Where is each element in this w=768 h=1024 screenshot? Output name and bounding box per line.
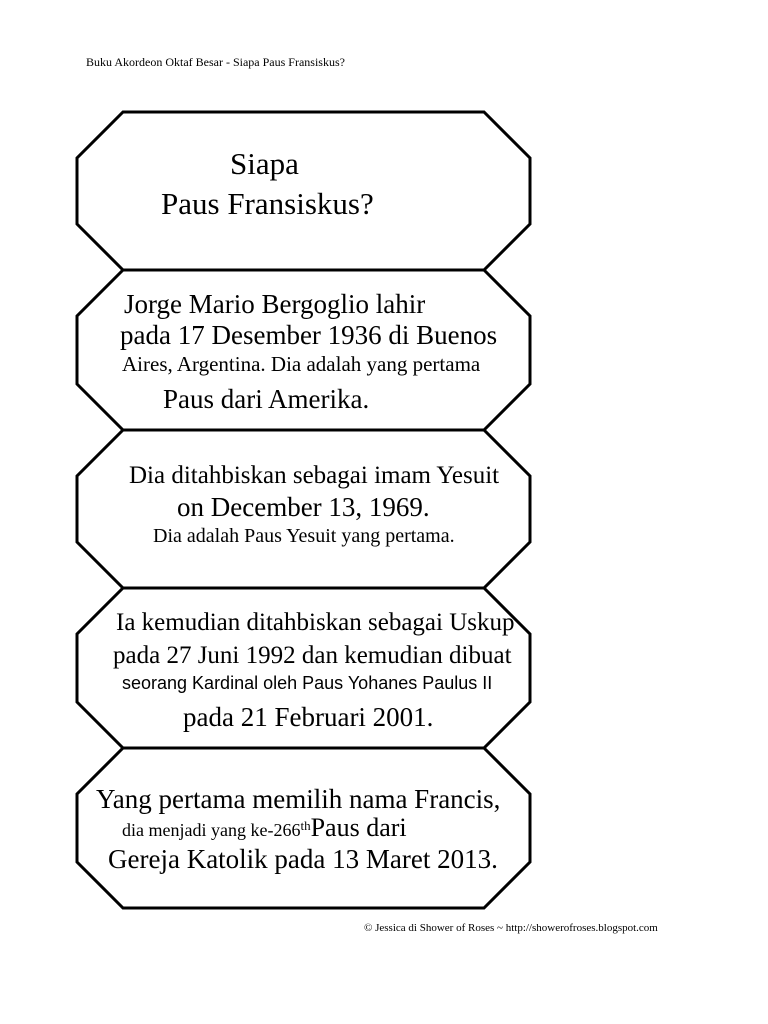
panel-3-line-1: Dia ditahbiskan sebagai imam Yesuit [129,462,500,489]
panel-2-line-4: Paus dari Amerika. [163,384,370,414]
panel-3-line-3: Dia adalah Paus Yesuit yang pertama. [153,525,455,547]
panel-4-line-1: Ia kemudian ditahbiskan sebagai Uskup [116,609,515,636]
panel-5-line-2-small: dia menjadi yang ke-266 [122,820,301,840]
panel-5-line-3: Gereja Katolik pada 13 Maret 2013. [108,844,498,874]
panel-5-line-2-large: Paus dari [310,813,407,842]
panel-4-line-4: pada 21 Februari 2001. [183,702,434,732]
panel-5-line-2 [122,815,407,841]
panel-5-line-1: Yang pertama memilih nama Francis, [96,784,501,814]
panel-1-title-line-2: Paus Fransiskus? [161,186,374,221]
footer-credit: © Jessica di Shower of Roses ~ http://showerofroses.blogspot.com [364,922,658,934]
panel-4-line-2: pada 27 Juni 1992 dan kemudian dibuat [113,642,512,669]
panel-2-line-2: pada 17 Desember 1936 di Buenos [120,320,498,350]
panel-3-line-2: on December 13, 1969. [177,492,430,522]
panel-1-title-line-1: Siapa [230,146,299,181]
running-title: Buku Akordeon Oktaf Besar - Siapa Paus Fransiskus? [86,55,345,69]
panel-4-line-3: seorang Kardinal oleh Paus Yohanes Paulus II [122,673,493,693]
panel-2-line-3: Aires, Argentina. Dia adalah yang pertama [122,352,481,376]
panel-2-line-1: Jorge Mario Bergoglio lahir [124,289,426,319]
ordinal-suffix: th [300,818,311,833]
